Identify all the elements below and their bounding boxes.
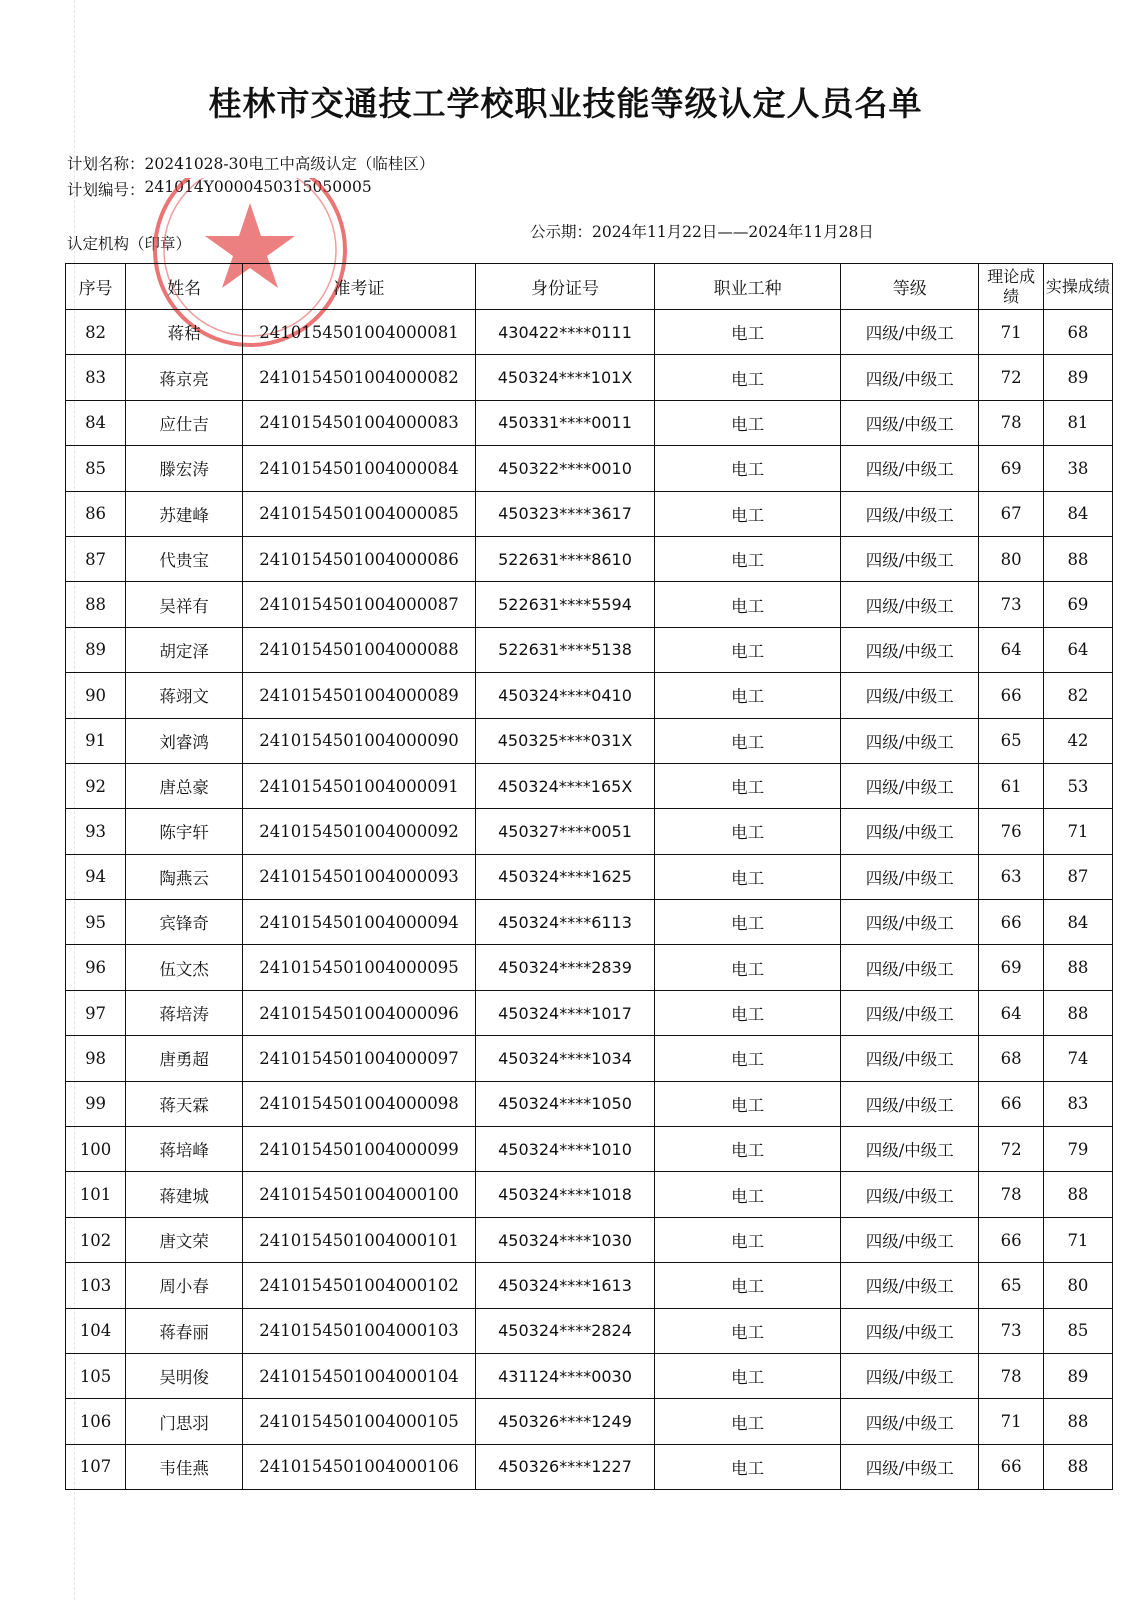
cell-id: 450324****1050 xyxy=(475,1081,654,1126)
cell-level: 四级/中级工 xyxy=(841,854,979,899)
cell-practice: 71 xyxy=(1043,1217,1112,1262)
cell-trade: 电工 xyxy=(655,809,841,854)
cell-theory: 66 xyxy=(979,900,1044,945)
cell-level: 四级/中级工 xyxy=(841,809,979,854)
cell-id: 431124****0030 xyxy=(475,1353,654,1398)
table-row xyxy=(66,854,1113,899)
cell-ticket: 2410154501004000093 xyxy=(243,854,476,899)
cell-theory: 80 xyxy=(979,536,1044,581)
cell-theory: 73 xyxy=(979,1308,1044,1353)
cell-name: 蒋培涛 xyxy=(126,990,243,1035)
cell-theory: 61 xyxy=(979,763,1044,808)
cell-name: 周小春 xyxy=(126,1263,243,1308)
cell-seq: 90 xyxy=(66,673,126,718)
cell-seq: 105 xyxy=(66,1353,126,1398)
table-row xyxy=(66,990,1113,1035)
cell-name: 门思羽 xyxy=(126,1399,243,1444)
header-id: 身份证号 xyxy=(475,264,654,310)
cell-id: 430422****0111 xyxy=(475,310,654,355)
cell-seq: 88 xyxy=(66,582,126,627)
cell-name: 唐总豪 xyxy=(126,763,243,808)
cell-ticket: 2410154501004000101 xyxy=(243,1217,476,1262)
cell-practice: 53 xyxy=(1043,763,1112,808)
cell-name: 韦佳燕 xyxy=(126,1444,243,1489)
cell-ticket: 2410154501004000097 xyxy=(243,1036,476,1081)
cell-level: 四级/中级工 xyxy=(841,310,979,355)
cell-level: 四级/中级工 xyxy=(841,1172,979,1217)
cell-seq: 94 xyxy=(66,854,126,899)
cell-practice: 88 xyxy=(1043,1399,1112,1444)
cell-practice: 82 xyxy=(1043,673,1112,718)
cell-id: 450323****3617 xyxy=(475,491,654,536)
cell-ticket: 2410154501004000091 xyxy=(243,763,476,808)
cell-trade: 电工 xyxy=(655,491,841,536)
cell-level: 四级/中级工 xyxy=(841,1308,979,1353)
cell-name: 伍文杰 xyxy=(126,945,243,990)
table-row xyxy=(66,1353,1113,1398)
cell-ticket: 2410154501004000088 xyxy=(243,627,476,672)
cell-seq: 82 xyxy=(66,310,126,355)
cell-practice: 64 xyxy=(1043,627,1112,672)
cell-ticket: 2410154501004000104 xyxy=(243,1353,476,1398)
cell-trade: 电工 xyxy=(655,1172,841,1217)
cell-theory: 71 xyxy=(979,1399,1044,1444)
cell-level: 四级/中级工 xyxy=(841,1081,979,1126)
cell-theory: 78 xyxy=(979,1353,1044,1398)
cell-id: 450327****0051 xyxy=(475,809,654,854)
plan-name-value: 20241028-30电工中高级认定（临桂区） xyxy=(144,155,435,173)
cell-trade: 电工 xyxy=(655,1036,841,1081)
cell-theory: 66 xyxy=(979,1217,1044,1262)
cell-practice: 89 xyxy=(1043,355,1112,400)
cell-name: 代贵宝 xyxy=(126,536,243,581)
agency-label: 认定机构（印章） xyxy=(67,235,192,253)
table-row xyxy=(66,310,1113,355)
cell-level: 四级/中级工 xyxy=(841,491,979,536)
cell-ticket: 2410154501004000103 xyxy=(243,1308,476,1353)
cell-name: 唐文荣 xyxy=(126,1217,243,1262)
cell-id: 450326****1227 xyxy=(475,1444,654,1489)
table-row xyxy=(66,1172,1113,1217)
cell-practice: 83 xyxy=(1043,1081,1112,1126)
table-row xyxy=(66,945,1113,990)
table-row xyxy=(66,1399,1113,1444)
cell-theory: 78 xyxy=(979,1172,1044,1217)
table-row xyxy=(66,1444,1113,1489)
cell-name: 吴明俊 xyxy=(126,1353,243,1398)
cell-theory: 65 xyxy=(979,718,1044,763)
cell-ticket: 2410154501004000105 xyxy=(243,1399,476,1444)
cell-practice: 88 xyxy=(1043,1444,1112,1489)
cell-practice: 79 xyxy=(1043,1127,1112,1172)
cell-level: 四级/中级工 xyxy=(841,1217,979,1262)
header-practice: 实操成绩 xyxy=(1043,264,1112,310)
cell-level: 四级/中级工 xyxy=(841,990,979,1035)
cell-name: 蒋翊文 xyxy=(126,673,243,718)
cell-seq: 89 xyxy=(66,627,126,672)
plan-code-label: 计划编号： xyxy=(67,181,145,199)
table-row xyxy=(66,627,1113,672)
cell-seq: 101 xyxy=(66,1172,126,1217)
plan-name-label: 计划名称： xyxy=(67,155,145,173)
cell-ticket: 2410154501004000082 xyxy=(243,355,476,400)
cell-name: 蒋天霖 xyxy=(126,1081,243,1126)
cell-id: 450324****1613 xyxy=(475,1263,654,1308)
cell-id: 522631****5138 xyxy=(475,627,654,672)
cell-level: 四级/中级工 xyxy=(841,627,979,672)
table-row xyxy=(66,809,1113,854)
cell-trade: 电工 xyxy=(655,400,841,445)
cell-name: 苏建峰 xyxy=(126,491,243,536)
cell-trade: 电工 xyxy=(655,536,841,581)
cell-seq: 104 xyxy=(66,1308,126,1353)
table-row xyxy=(66,1217,1113,1262)
cell-seq: 91 xyxy=(66,718,126,763)
cell-practice: 38 xyxy=(1043,446,1112,491)
cell-theory: 63 xyxy=(979,854,1044,899)
cell-name: 蒋春丽 xyxy=(126,1308,243,1353)
cell-id: 522631****5594 xyxy=(475,582,654,627)
cell-level: 四级/中级工 xyxy=(841,900,979,945)
cell-practice: 80 xyxy=(1043,1263,1112,1308)
cell-trade: 电工 xyxy=(655,763,841,808)
cell-trade: 电工 xyxy=(655,627,841,672)
cell-id: 450324****6113 xyxy=(475,900,654,945)
cell-id: 450324****1017 xyxy=(475,990,654,1035)
cell-practice: 81 xyxy=(1043,400,1112,445)
cell-seq: 107 xyxy=(66,1444,126,1489)
cell-name: 蒋秸 xyxy=(126,310,243,355)
cell-name: 应仕吉 xyxy=(126,400,243,445)
cell-seq: 87 xyxy=(66,536,126,581)
cell-name: 吴祥有 xyxy=(126,582,243,627)
cell-ticket: 2410154501004000085 xyxy=(243,491,476,536)
cell-name: 滕宏涛 xyxy=(126,446,243,491)
cell-id: 450325****031X xyxy=(475,718,654,763)
cell-name: 蒋建城 xyxy=(126,1172,243,1217)
cell-id: 522631****8610 xyxy=(475,536,654,581)
cell-ticket: 2410154501004000086 xyxy=(243,536,476,581)
page-title: 桂林市交通技工学校职业技能等级认定人员名单 xyxy=(208,84,923,123)
cell-trade: 电工 xyxy=(655,1308,841,1353)
cell-ticket: 2410154501004000095 xyxy=(243,945,476,990)
cell-name: 蒋培峰 xyxy=(126,1127,243,1172)
cell-trade: 电工 xyxy=(655,310,841,355)
table-row xyxy=(66,1308,1113,1353)
cell-ticket: 2410154501004000089 xyxy=(243,673,476,718)
cell-theory: 65 xyxy=(979,1263,1044,1308)
cell-theory: 67 xyxy=(979,491,1044,536)
cell-level: 四级/中级工 xyxy=(841,763,979,808)
cell-id: 450324****1034 xyxy=(475,1036,654,1081)
cell-level: 四级/中级工 xyxy=(841,673,979,718)
cell-practice: 84 xyxy=(1043,900,1112,945)
table-row xyxy=(66,673,1113,718)
cell-id: 450331****0011 xyxy=(475,400,654,445)
cell-id: 450326****1249 xyxy=(475,1399,654,1444)
table-row xyxy=(66,355,1113,400)
cell-seq: 84 xyxy=(66,400,126,445)
cell-name: 刘睿鸿 xyxy=(126,718,243,763)
cell-id: 450324****101X xyxy=(475,355,654,400)
cell-ticket: 2410154501004000087 xyxy=(243,582,476,627)
cell-trade: 电工 xyxy=(655,673,841,718)
cell-trade: 电工 xyxy=(655,990,841,1035)
cell-level: 四级/中级工 xyxy=(841,355,979,400)
cell-id: 450324****2824 xyxy=(475,1308,654,1353)
table-row xyxy=(66,491,1113,536)
notice-period-label: 公示期： xyxy=(530,223,593,241)
cell-level: 四级/中级工 xyxy=(841,1399,979,1444)
cell-name: 胡定泽 xyxy=(126,627,243,672)
cell-seq: 99 xyxy=(66,1081,126,1126)
cell-practice: 42 xyxy=(1043,718,1112,763)
table-header-row xyxy=(66,264,1113,310)
cell-level: 四级/中级工 xyxy=(841,536,979,581)
cell-level: 四级/中级工 xyxy=(841,446,979,491)
cell-ticket: 2410154501004000096 xyxy=(243,990,476,1035)
cell-theory: 72 xyxy=(979,355,1044,400)
cell-ticket: 2410154501004000094 xyxy=(243,900,476,945)
cell-theory: 71 xyxy=(979,310,1044,355)
table-row xyxy=(66,400,1113,445)
cell-trade: 电工 xyxy=(655,355,841,400)
cell-practice: 74 xyxy=(1043,1036,1112,1081)
table-row xyxy=(66,446,1113,491)
cell-theory: 68 xyxy=(979,1036,1044,1081)
table-row xyxy=(66,536,1113,581)
cell-trade: 电工 xyxy=(655,582,841,627)
cell-theory: 66 xyxy=(979,1081,1044,1126)
cell-practice: 88 xyxy=(1043,536,1112,581)
table-row xyxy=(66,582,1113,627)
cell-seq: 97 xyxy=(66,990,126,1035)
cell-ticket: 2410154501004000092 xyxy=(243,809,476,854)
cell-trade: 电工 xyxy=(655,1127,841,1172)
header-trade: 职业工种 xyxy=(655,264,841,310)
cell-trade: 电工 xyxy=(655,900,841,945)
cell-seq: 86 xyxy=(66,491,126,536)
table-row xyxy=(66,763,1113,808)
cell-level: 四级/中级工 xyxy=(841,582,979,627)
cell-level: 四级/中级工 xyxy=(841,1263,979,1308)
header-name: 姓名 xyxy=(126,264,243,310)
cell-practice: 88 xyxy=(1043,1172,1112,1217)
cell-seq: 92 xyxy=(66,763,126,808)
cell-theory: 64 xyxy=(979,990,1044,1035)
candidate-table xyxy=(65,263,1113,1490)
cell-theory: 64 xyxy=(979,627,1044,672)
table-row xyxy=(66,1036,1113,1081)
table-row xyxy=(66,1263,1113,1308)
cell-trade: 电工 xyxy=(655,854,841,899)
cell-id: 450324****1625 xyxy=(475,854,654,899)
cell-practice: 84 xyxy=(1043,491,1112,536)
notice-period-value: 2024年11月22日——2024年11月28日 xyxy=(592,223,874,241)
plan-name-line xyxy=(67,152,434,174)
cell-seq: 96 xyxy=(66,945,126,990)
cell-ticket: 2410154501004000083 xyxy=(243,400,476,445)
cell-level: 四级/中级工 xyxy=(841,1127,979,1172)
cell-level: 四级/中级工 xyxy=(841,945,979,990)
cell-seq: 98 xyxy=(66,1036,126,1081)
cell-seq: 106 xyxy=(66,1399,126,1444)
cell-seq: 83 xyxy=(66,355,126,400)
cell-theory: 78 xyxy=(979,400,1044,445)
cell-ticket: 2410154501004000090 xyxy=(243,718,476,763)
cell-id: 450324****1030 xyxy=(475,1217,654,1262)
cell-trade: 电工 xyxy=(655,718,841,763)
cell-practice: 88 xyxy=(1043,945,1112,990)
cell-ticket: 2410154501004000102 xyxy=(243,1263,476,1308)
cell-seq: 100 xyxy=(66,1127,126,1172)
cell-seq: 85 xyxy=(66,446,126,491)
cell-practice: 85 xyxy=(1043,1308,1112,1353)
cell-theory: 73 xyxy=(979,582,1044,627)
cell-theory: 66 xyxy=(979,1444,1044,1489)
cell-practice: 69 xyxy=(1043,582,1112,627)
table-row xyxy=(66,718,1113,763)
table-row xyxy=(66,1081,1113,1126)
cell-seq: 95 xyxy=(66,900,126,945)
cell-level: 四级/中级工 xyxy=(841,400,979,445)
cell-id: 450324****0410 xyxy=(475,673,654,718)
header-ticket: 准考证 xyxy=(243,264,476,310)
cell-name: 宾锋奇 xyxy=(126,900,243,945)
cell-level: 四级/中级工 xyxy=(841,1036,979,1081)
header-theory: 理论成绩 xyxy=(979,264,1044,310)
cell-level: 四级/中级工 xyxy=(841,718,979,763)
cell-theory: 69 xyxy=(979,945,1044,990)
cell-ticket: 2410154501004000099 xyxy=(243,1127,476,1172)
cell-trade: 电工 xyxy=(655,1399,841,1444)
cell-seq: 103 xyxy=(66,1263,126,1308)
cell-practice: 68 xyxy=(1043,310,1112,355)
cell-trade: 电工 xyxy=(655,1081,841,1126)
cell-practice: 89 xyxy=(1043,1353,1112,1398)
cell-ticket: 2410154501004000106 xyxy=(243,1444,476,1489)
header-seq: 序号 xyxy=(66,264,126,310)
cell-trade: 电工 xyxy=(655,945,841,990)
cell-trade: 电工 xyxy=(655,1444,841,1489)
cell-ticket: 2410154501004000098 xyxy=(243,1081,476,1126)
cell-ticket: 2410154501004000100 xyxy=(243,1172,476,1217)
cell-practice: 88 xyxy=(1043,990,1112,1035)
cell-practice: 87 xyxy=(1043,854,1112,899)
cell-trade: 电工 xyxy=(655,1217,841,1262)
cell-trade: 电工 xyxy=(655,1263,841,1308)
cell-seq: 102 xyxy=(66,1217,126,1262)
cell-trade: 电工 xyxy=(655,446,841,491)
cell-name: 唐勇超 xyxy=(126,1036,243,1081)
cell-practice: 71 xyxy=(1043,809,1112,854)
plan-code-value: 241014Y000045031505000​5 xyxy=(144,178,372,196)
table-row xyxy=(66,900,1113,945)
cell-theory: 72 xyxy=(979,1127,1044,1172)
cell-ticket: 2410154501004000084 xyxy=(243,446,476,491)
cell-id: 450324****2839 xyxy=(475,945,654,990)
cell-theory: 66 xyxy=(979,673,1044,718)
cell-seq: 93 xyxy=(66,809,126,854)
notice-period xyxy=(530,220,874,242)
cell-name: 蒋京亮 xyxy=(126,355,243,400)
cell-id: 450322****0010 xyxy=(475,446,654,491)
cell-name: 陶燕云 xyxy=(126,854,243,899)
cell-id: 450324****1018 xyxy=(475,1172,654,1217)
cell-theory: 76 xyxy=(979,809,1044,854)
header-level: 等级 xyxy=(841,264,979,310)
table-row xyxy=(66,1127,1113,1172)
cell-level: 四级/中级工 xyxy=(841,1353,979,1398)
cell-id: 450324****165X xyxy=(475,763,654,808)
cell-trade: 电工 xyxy=(655,1353,841,1398)
cell-id: 450324****1010 xyxy=(475,1127,654,1172)
cell-ticket: 2410154501004000081 xyxy=(243,310,476,355)
cell-name: 陈宇轩 xyxy=(126,809,243,854)
cell-level: 四级/中级工 xyxy=(841,1444,979,1489)
cell-theory: 69 xyxy=(979,446,1044,491)
